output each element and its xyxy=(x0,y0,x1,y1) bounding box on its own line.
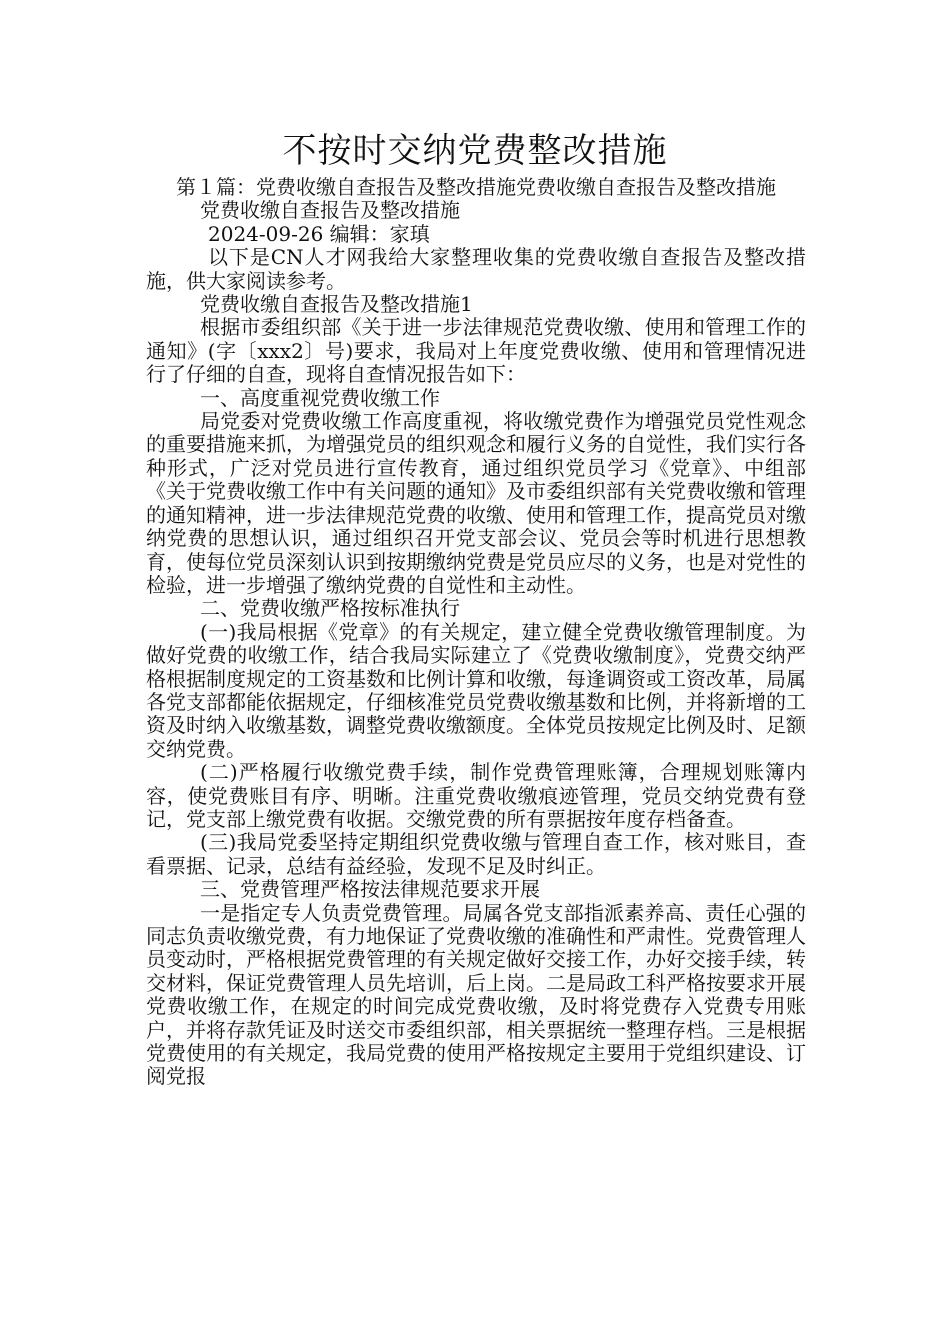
paragraph-intro: 以下是CN人才网我给大家整理收集的党费收缴自查报告及整改措施，供大家阅读参考。 xyxy=(146,245,806,293)
document-title: 不按时交纳党费整改措施 xyxy=(282,131,668,171)
paragraph-date-editor: 2024-09-26 编辑：家瑱 xyxy=(208,221,430,246)
paragraph-body: (一)我局根据《党章》的有关规定，建立健全党费收缴管理制度。为做好党费的收缴工作，结合我局实际建立了《党费收缴制度》，党费交纳严格根据制度规定的工资基数和比例计算和收缴，每逢调资或工资改革，局属各党支部都能依据规定，仔细核准党员党费收缴基数和比例，并将新增的工资及时纳入收缴基数，调整党费收缴额度。全体党员按规定比例及时、足额交纳党费。 xyxy=(146,619,806,761)
section-heading: 三、党费管理严格按法律规范要求开展 xyxy=(200,877,540,902)
paragraph-body: (三)我局党委坚持定期组织党费收缴与管理自查工作，核对账目，查看票据、记录，总结有益经验，发现不足及时纠正。 xyxy=(146,830,806,878)
section-heading: 一、高度重视党费收缴工作 xyxy=(200,385,440,410)
paragraph-body: 局党委对党费收缴工作高度重视，将收缴党费作为增强党员党性观念的重要措施来抓，为增强党员的组织观念和履行义务的自觉性，我们实行各种形式，广泛对党员进行宣传教育，通过组织党员学习《党章》、中组部《关于党费收缴工作中有关问题的通知》及市委组织部有关党费收缴和管理的通知精神，进一步法律规范党费的收缴、使用和管理工作，提高党员对缴纳党费的思想认识，通过组织召开党支部会议、党员会等时机进行思想教育，使每位党员深刻认识到按期缴纳党费是党员应尽的义务，也是对党性的检验，进一步增强了缴纳党费的自觉性和主动性。 xyxy=(146,409,806,597)
section-heading: 二、党费收缴严格按标准执行 xyxy=(200,596,460,621)
paragraph-body: (二)严格履行收缴党费手续，制作党费管理账簿，合理规划账簿内容，使党费账目有序、明晰。注重党费收缴痕迹管理，党员交纳党费有登记，党支部上缴党费有收据。交缴党费的所有票据按年度存档备查。 xyxy=(146,760,806,831)
paragraph-subtitle: 党费收缴自查报告及整改措施 xyxy=(200,198,460,223)
paragraph-body: 根据市委组织部《关于进一步法律规范党费收缴、使用和管理工作的通知》(字〔xxx2〕号)要求，我局对上年度党费收缴、使用和管理情况进行了仔细的自查，现将自查情况报告如下： xyxy=(146,315,806,387)
document-body xyxy=(146,176,806,1089)
paragraph-chapter-heading: 第１篇：党费收缴自查报告及整改措施党费收缴自查报告及整改措施 xyxy=(176,175,776,199)
paragraph-report-title: 党费收缴自查报告及整改措施1 xyxy=(200,292,473,317)
paragraph-body: 一是指定专人负责党费管理。局属各党支部指派素养高、责任心强的同志负责收缴党费，有力地保证了党费收缴的准确性和严肃性。党费管理人员变动时，严格根据党费管理的有关规定做好交接工作，办好交接手续，转交材料，保证党费管理人员先培训，后上岗。二是局政工科严格按要求开展党费收缴工作，在规定的时间完成党费收缴，及时将党费存入党费专用账户，并将存款凭证及时送交市委组织部，相关票据统一整理存档。三是根据党费使用的有关规定，我局党费的使用严格按规定主要用于党组织建设、订阅党报 xyxy=(146,900,806,1089)
